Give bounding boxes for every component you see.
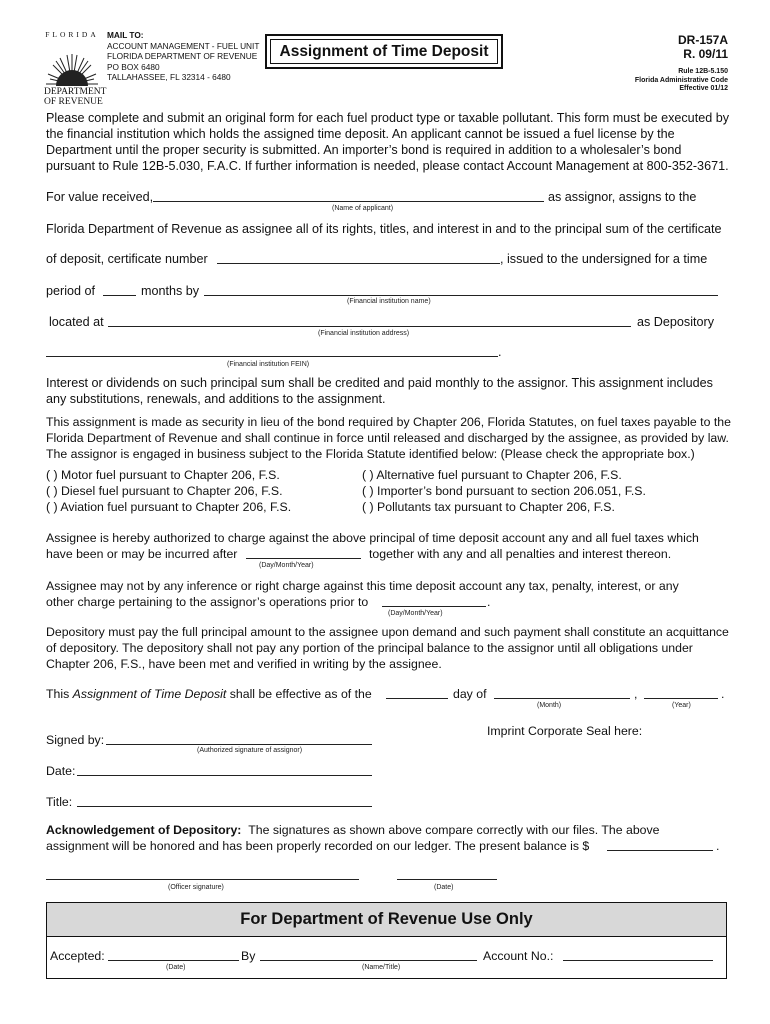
rule-citation — [635, 68, 728, 94]
charge-paragraph-line2b: together with any and all penalties and interest thereon. — [369, 547, 672, 561]
form-number-code: DR-157A — [677, 33, 728, 47]
period-of-label: period of — [46, 284, 96, 298]
financial-institution-name-field[interactable] — [204, 295, 718, 296]
as-assignor-label: as assignor, assigns to the — [548, 190, 697, 204]
effective-title-italic: Assignment of Time Deposit — [72, 687, 227, 701]
acknowledgement-line1 — [46, 822, 660, 838]
accepted-by-field[interactable] — [260, 960, 477, 961]
rule-line: Effective 01/12 — [679, 85, 728, 92]
fein-period: . — [498, 345, 502, 359]
effective-date-sentence — [46, 686, 372, 702]
prior-to-period: . — [487, 595, 491, 609]
rule-line: Florida Administrative Code — [634, 76, 728, 84]
certificate-number-field[interactable] — [217, 263, 500, 264]
months-by-label: months by — [141, 284, 200, 298]
financial-institution-address-field[interactable] — [108, 326, 631, 327]
date-label: Date: — [46, 764, 76, 778]
charge-after-date-field[interactable] — [246, 558, 361, 559]
title-label: Title: — [46, 795, 73, 809]
prior-to-date-caption: (Day/Month/Year) — [388, 610, 443, 617]
dor-use-only-heading: For Department of Revenue Use Only — [47, 903, 726, 937]
fin-inst-name-caption: (Financial institution name) — [347, 298, 431, 305]
intro-instructions: Please complete and submit an original form for each fuel product type or taxable pollutant. This form must be executed by the financial institution which holds the assigned time deposit. An applicant cannot be issued a fuel license by the Department until the proper security is submitted. An importer’s bond is required in addition to a wholesaler’s bond pursuant to Rule 12B-5.030, F.A.C. If further information is needed, please contact Account Management at 800-352-3671. — [46, 111, 729, 173]
prior-to-date-field[interactable] — [382, 606, 486, 607]
balance-period: . — [716, 839, 720, 853]
depository-paragraph: Depository must pay the full principal amount to the assignee upon demand and such payment shall constitute an acquittance of depository. The depository shall not pay any portion of the principal balance to the assignor until all obligations under Chapter 206, F.S., have been met and verified in writing by the assignee. — [46, 625, 729, 671]
fdor-assignee-text: Florida Department of Revenue as assignee all of its rights, titles, and interest in and to the principal sum of the certificate — [46, 222, 722, 236]
certificate-number-label: of deposit, certificate number — [46, 252, 208, 266]
year-caption: (Year) — [672, 702, 691, 709]
months-count-field[interactable] — [103, 295, 136, 296]
charge-paragraph-line2a: have been or may be incurred after — [46, 547, 238, 561]
mail-line: PO BOX 6480 — [107, 61, 160, 72]
effective-year-field[interactable] — [644, 698, 718, 699]
effective-day-field[interactable] — [386, 698, 448, 699]
auth-sig-caption: (Authorized signature of assignor) — [197, 747, 303, 754]
mail-to-label: MAIL TO: — [107, 30, 144, 40]
by-label: By — [241, 949, 256, 963]
account-no-label: Account No.: — [483, 949, 554, 963]
accepted-date-field[interactable] — [108, 960, 239, 961]
month-caption: (Month) — [537, 702, 562, 709]
acknowledgement-line2: assignment will be honored and has been properly recorded on our ledger. The present balance is $ — [46, 839, 590, 853]
imprint-seal-label: Imprint Corporate Seal here: — [487, 724, 643, 738]
ack-text-1: The signatures as shown above compare correctly with our files. The above — [248, 823, 660, 837]
effective-this: This — [46, 687, 70, 701]
assignor-signature-field[interactable] — [106, 744, 372, 745]
interest-paragraph: Interest or dividends on such principal sum shall be credited and paid monthly to the assignor. This assignment includes any substitutions, renewals, and additions to the assignment. — [46, 376, 713, 406]
account-number-field[interactable] — [563, 960, 713, 961]
present-balance-field[interactable] — [607, 850, 713, 851]
officer-date-caption: (Date) — [434, 884, 454, 891]
effective-comma: , — [634, 687, 638, 701]
mail-line: FLORIDA DEPARTMENT OF REVENUE — [107, 51, 258, 61]
officer-date-field[interactable] — [397, 879, 497, 880]
effective-month-field[interactable] — [494, 698, 630, 699]
form-number — [678, 34, 728, 61]
financial-institution-fein-field[interactable] — [46, 356, 498, 357]
applicant-name-field[interactable] — [153, 201, 544, 202]
signature-date-field[interactable] — [77, 775, 372, 776]
importers-bond-checkbox[interactable]: ( ) Importer’s bond pursuant to section 206.051, F.S. — [362, 484, 646, 498]
form-title-box — [265, 34, 503, 69]
form-title: Assignment of Time Deposit — [270, 39, 498, 64]
effective-shall-be: shall be effective as of the — [229, 687, 372, 701]
form-revision: R. 09/11 — [683, 46, 728, 61]
department-of-revenue-wordmark — [44, 88, 106, 107]
signed-by-label: Signed by: — [46, 733, 105, 747]
aviation-fuel-checkbox[interactable]: ( ) Aviation fuel pursuant to Chapter 206, F.S. — [46, 500, 292, 514]
ack-heading: Acknowledgement of Depository: — [46, 823, 242, 837]
dor-word-line2: OF REVENUE — [44, 96, 103, 107]
accepted-date-caption: (Date) — [166, 964, 186, 971]
security-paragraph: This assignment is made as security in lieu of the bond required by Chapter 206, Florida Statutes, on fuel taxes payable to the Florida Department of Revenue and shall continue in force until released and discharged by the assignee, as provided by law. The assignor is engaged in business subject to the Florida Statute identified below: (Please check the appropriate box.) — [46, 415, 731, 461]
as-depository-label: as Depository — [637, 315, 714, 329]
business-type-options-left — [46, 467, 291, 515]
officer-sig-caption: (Officer signature) — [168, 884, 224, 891]
effective-period: . — [721, 687, 725, 701]
name-of-applicant-caption: (Name of applicant) — [332, 205, 394, 212]
charge-paragraph-line1: Assignee is hereby authorized to charge against the above principal of time deposit account any and all fuel taxes which — [46, 531, 699, 545]
accepted-label: Accepted: — [50, 949, 105, 963]
no-charge-paragraph-line2: other charge pertaining to the assignor’s operations prior to — [46, 595, 369, 609]
dor-word-line1: DEPARTMENT — [44, 87, 107, 97]
signer-title-field[interactable] — [77, 806, 372, 807]
motor-fuel-checkbox[interactable]: ( ) Motor fuel pursuant to Chapter 206, F.S. — [46, 468, 280, 482]
no-charge-paragraph-line1: Assignee may not by any inference or right charge against this time deposit account any tax, penalty, interest, or any — [46, 579, 679, 593]
name-title-caption: (Name/Title) — [362, 964, 401, 971]
fin-inst-address-caption: (Financial institution address) — [318, 330, 410, 337]
officer-signature-field[interactable] — [46, 879, 359, 880]
diesel-fuel-checkbox[interactable]: ( ) Diesel fuel pursuant to Chapter 206, F.S. — [46, 484, 283, 498]
for-value-received-label: For value received, — [46, 190, 154, 204]
business-type-options-right — [362, 467, 646, 515]
charge-date-caption: (Day/Month/Year) — [259, 562, 314, 569]
mail-line: TALLAHASSEE, FL 32314 - 6480 — [107, 72, 231, 82]
rule-line: Rule 12B-5.150 — [678, 68, 728, 75]
florida-wordmark: FLORIDA — [45, 30, 99, 39]
mail-line: ACCOUNT MANAGEMENT - FUEL UNIT — [107, 40, 260, 51]
mail-to-address — [107, 30, 259, 83]
day-of-label: day of — [453, 687, 487, 701]
pollutants-tax-checkbox[interactable]: ( ) Pollutants tax pursuant to Chapter 206, F.S. — [362, 500, 615, 514]
issued-to-label: , issued to the undersigned for a time — [500, 252, 708, 266]
alternative-fuel-checkbox[interactable]: ( ) Alternative fuel pursuant to Chapter 206, F.S. — [362, 468, 622, 482]
fin-inst-fein-caption: (Financial institution FEIN) — [227, 361, 310, 368]
located-at-label: located at — [49, 315, 104, 329]
